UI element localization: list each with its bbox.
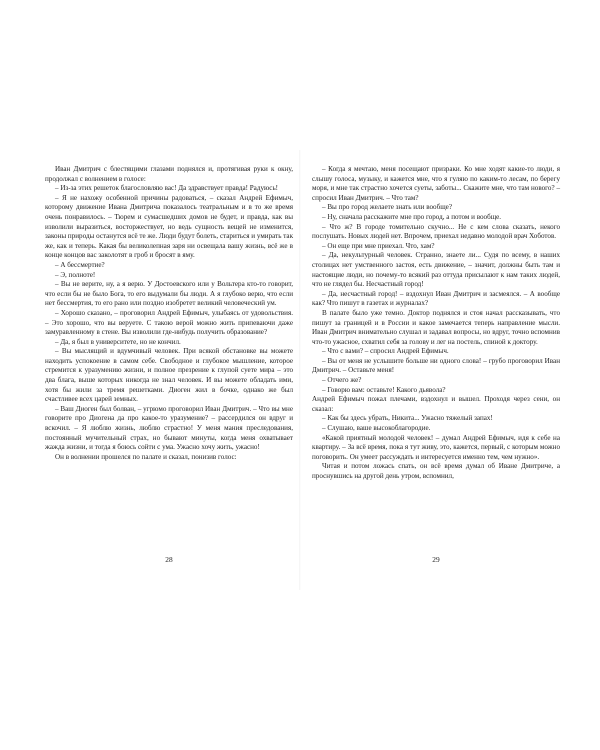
paragraph: – Как бы здесь убрать, Никита... Ужасно тяжелый запах!	[322, 414, 493, 423]
paragraph: «Какой приятный молодой человек! – думал Андрей Ефимыч, идя к себе на квартиру. – За всё время, пока я тут живу, это, кажется, первый, с которым можно поговорить. Он умеет рассуждать и интересуется именно тем, чем нужно».	[312, 433, 560, 461]
paragraph: Он в волнении прошелся по палате и сказал, понизив голос:	[55, 452, 237, 461]
paragraph: – Вы про город желаете знать или вообще?	[322, 203, 452, 212]
paragraph: – Вы от меня не услышите больше ни одного слова! – грубо проговорил Иван Дмитрич. – Оставьте меня!	[312, 356, 560, 375]
paragraph: – А бессмертие?	[55, 260, 105, 269]
paragraph: – Вы не верите, ну, а я верю. У Достоевского или у Вольтера кто-то говорит, что если бы не было Бога, то его выдумали бы люди. А я глубоко верю, что если нет бессмертия, то его рано или поздно изобретет великий человеческий ум.	[45, 280, 293, 308]
left-page-number: 28	[165, 555, 173, 564]
gutter-shadow	[299, 150, 301, 590]
paragraph: – Хорошо сказано, – проговорил Андрей Ефимыч, улыбаясь от удовольствия. – Это хорошо, что вы веруете. С такою верой можно жить припеваючи даже замуравленному в стене. Вы изволили где-нибудь получить образование?	[45, 308, 293, 337]
paragraph: – Да, я был в университете, но не кончил.	[55, 337, 181, 346]
paragraph: Иван Дмитрич с блестящими глазами поднялся и, протягивая руки к окну, продолжал с волнением в голосе:	[45, 165, 293, 183]
paragraph: – Вы мыслящий и вдумчивый человек. При всякой обстановке вы можете находить успокоение в самом себе. Свободное и глубокое мышление, которое стремится к уразумению жизни, и полное презрение к глупой суете мира – это два блага, выше которых никогда не знал человек. И вы можете обладать ими, хотя бы жили за тремя решетками. Диоген жил в бочке, однако же был счастливее всех царей земных.	[45, 347, 293, 404]
paragraph: – Ваш Диоген был болван, – угрюмо проговорил Иван Дмитрич. – Что вы мне говорите про Диогена да про какое-то уразумение? – рассердился он вдруг и вскочил. – Я люблю жизнь, люблю страстно! У меня мания преследования, постоянный мучительный страх, но бывают минуты, когда меня охватывает жажда жизни, и тогда я боюсь сойти с ума. Ужасно хочу жить, ужасно!	[45, 404, 293, 452]
paragraph: – Отчего же?	[322, 376, 362, 385]
paragraph: Читая и потом ложась спать, он всё время думал об Иване Дмитриче, а проснувшись на другой день утром, вспомнил,	[312, 462, 560, 480]
left-page-text	[45, 165, 293, 462]
paragraph: В палате было уже темно. Доктор поднялся и стоя начал рассказывать, что пишут за границей и в России и какое замечается теперь направление мысли. Иван Дмитрич внимательно слушал и задавал вопросы, но вдруг, точно вспомнив что-то ужасное, схватил себя за голову и лег на постель, спиной к доктору.	[312, 308, 560, 346]
paragraph: – Э, полноте!	[55, 270, 96, 279]
paragraph: – Когда я мечтаю, меня посещают призраки. Ко мне ходят какие-то люди, я слышу голоса, музыку, и кажется мне, что я гуляю по каким-то лесам, по берегу моря, и мне так страстно хочется суеты, заботы... Скажите мне, что там нового? – спросил Иван Дмитрич. – Что там?	[312, 165, 560, 202]
paragraph: Андрей Ефимыч пожал плечами, вздохнул и вышел. Проходя через сени, он сказал:	[312, 395, 560, 413]
paragraph: – Из-за этих решеток благословляю вас! Да здравствует правда! Радуюсь!	[55, 184, 279, 193]
paragraph: – Я не нахожу особенной причины радоваться, – сказал Андрей Ефимыч, которому движение Ивана Дмитрича показалось театральным и в то же время очень понравилось. – Тюрем и сумасшедших домов не будет, и правда, как вы изволили выразиться, восторжествует, но ведь сущность вещей не изменится, законы природы останутся всё те же. Люди будут болеть, стариться и умирать так же, как и теперь. Какая бы великолепная заря ни освещала вашу жизнь, всё же в конце концов вас заколотят в гроб и бросят в яму.	[45, 193, 294, 260]
paragraph: – Он еще при мне приехал. Что, хам?	[322, 241, 435, 250]
paragraph: – Слушаю, ваше высокоблагородие.	[322, 424, 431, 433]
paragraph: – Говорю вам: оставьте! Какого дьявола?	[322, 385, 446, 394]
paragraph: – Да, некультурный человек. Странно, знаете ли... Судя по всему, в наших столицах нет умственного застоя, есть движение, – значит, должны быть там и настоящие люди, но почему-то всякий раз оттуда присылают к нам таких людей, что не глядел бы. Несчастный город!	[312, 251, 560, 289]
paragraph: – Что ж? В городе томительно скучно... Не с кем слова сказать, некого послушать. Новых людей нет. Впрочем, приехал недавно молодой врач Хоботов.	[312, 222, 560, 241]
paragraph: – Ну, сначала расскажите мне про город, а потом и вообще.	[322, 212, 502, 221]
right-page-number: 29	[432, 555, 440, 564]
right-page-text	[312, 165, 560, 482]
paragraph: – Да, несчастный город! – вздохнул Иван Дмитрич и засмеялся. – А вообще как? Что пишут в газетах и журналах?	[312, 289, 560, 308]
paragraph: – Что с вами? – спросил Андрей Ефимыч.	[322, 347, 449, 356]
